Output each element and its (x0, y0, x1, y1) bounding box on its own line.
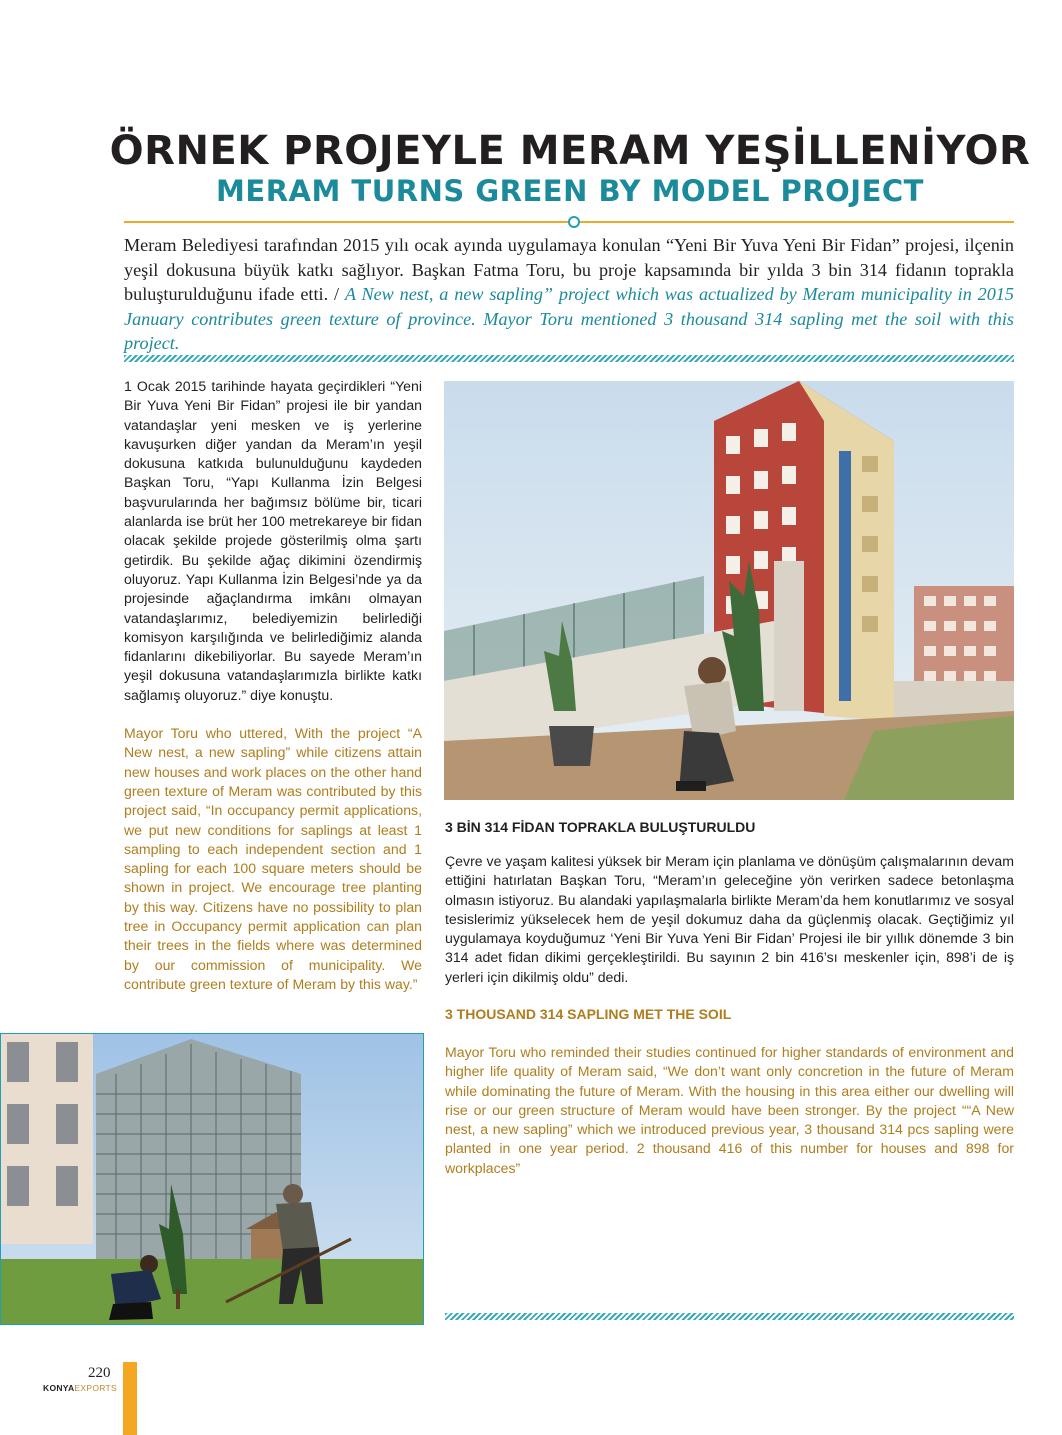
intro-hatch-divider (124, 355, 1014, 362)
brand-part-konya: KONYA (43, 1383, 75, 1393)
brand-part-exports: EXPORTS (74, 1383, 117, 1393)
bottom-hatch-divider (445, 1313, 1014, 1320)
page-number: 220 (88, 1365, 111, 1381)
page-title: ÖRNEK PROJEYLE MERAM YEŞİLLENİYOR (109, 128, 1031, 174)
intro-paragraph (124, 233, 1014, 356)
page-subtitle: MERAM TURNS GREEN BY MODEL PROJECT (216, 174, 924, 208)
intro-text-en: A New nest, a new sapling” project which was actualized by Meram municipality in 2015 January contributes green texture of province. Mayor Toru mentioned 3 thousand 314 sapling met the soil with this project. (124, 284, 1014, 353)
intro-text-tr: Meram Belediyesi tarafından 2015 yılı ocak ayında uygulamaya konulan “Yeni Bir Yuva Yeni Bir Fidan” projesi, ilçenin yeşil dokusuna büyük katkı sağlıyor. Başkan Fatma Toru, bu proje kapsamında bir yılda 3 bin 314 fidanın toprakla buluşturulduğunu ifade etti. (124, 235, 1014, 304)
section-heading-tr: 3 BİN 314 FİDAN TOPRAKLA BULUŞTURULDU (445, 819, 756, 835)
left-column-text-tr: 1 Ocak 2015 tarihinde hayata geçirdikleri “Yeni Bir Yuva Yeni Bir Fidan” projesi ile bir yandan vatandaşlar yeni mesken ve iş yerlerine kavuşurken diğer yandan da Meram’ın yeşil dokusuna katkıda bulunulduğunu kaydeden Başkan Toru, “Yapı Kullanma İzin Belgesi başvurularında her bağımsız bölüme bir, ticari alanlarda ise brüt her 100 metrekareye bir fidan olacak şekilde projede gösterilmiş olma şartı getirdik. Bu şekilde ağaç dikimini özendirmiş oluyoruz. Yapı Kullanma İzin Belgesi’nde ya da projesinde ağaçlandırma imkânı olmayan vatandaşlarımız, belediyemizin belirlediği komisyon karşılığında ve belirlediğimiz alanda fidanlarını dikebiliyorlar. Bu sayede Meram’ın yeşil dokusuna vatandaşlarımızla birlikte katkı sağlamış oluyoruz.” diye konuştu. (124, 378, 422, 703)
photo-apartments-planting-graphic (444, 381, 1014, 800)
photo-construction-planting (0, 1033, 424, 1325)
page-edge-tab (123, 1362, 137, 1435)
section-heading-en: 3 THOUSAND 314 SAPLING MET THE SOIL (445, 1006, 732, 1022)
title-rule-right (580, 221, 1014, 223)
left-column-text-en: Mayor Toru who uttered, With the project “A New nest, a new sapling” while citizens attain new houses and work places on the other hand green texture of Meram was contributed by this project said, “In occupancy permit applications, we put new conditions for saplings at least 1 sampling to each independent section and 1 sapling for each 100 square meters should be shown in project. We encourage tree planting by this way. Citizens have no possibility to plan tree in Occupancy permit application can plan their trees in the fields where was determined by our commission of municipality. We contribute green texture of Meram by this way.” (124, 725, 422, 992)
left-column (124, 377, 422, 1013)
title-rule-ornament (568, 216, 580, 228)
photo-construction-planting-graphic (1, 1034, 423, 1324)
intro-separator: / (328, 284, 345, 304)
photo-apartments-planting (444, 381, 1014, 800)
section-body-en: Mayor Toru who reminded their studies continued for higher standards of environment and higher life quality of Meram said, “We don’t want only concretion in the future of Meram while dominating the future of Meram. With the housing in this area either our dwelling will rise or our green structure of Meram would have been stronger. By the project ““A New nest, a new sapling” which we introduced previous year, 3 thousand 314 pcs sapling were planted in one year period. 2 thousand 416 of this number for houses and 898 for workplaces” (445, 1044, 1014, 1176)
publication-brand (43, 1383, 117, 1393)
title-rule-left (124, 221, 568, 223)
section-body-tr: Çevre ve yaşam kalitesi yüksek bir Meram için planlama ve dönüşüm çalışmalarının devam ettiğini hatırlatan Başkan Toru, “Meram’ın geleceğine yön verirken sadece betonlaşma olmasın istiyoruz. Bu alandaki yapılaşmalarla birlikte Meram’da hem konutlarımız ve sosyal tesislerimiz yükselecek hem de yeşil dokumuz daha da güçlenmiş olacak. Geçtiğimiz yıl uygulamaya koyduğumuz ‘Yeni Bir Yuva Yeni Bir Fidan’ Projesi ile bir yıllık dönemde 3 bin 314 adet fidan dikimi gerçekleştirildi. Bu sayının 2 bin 416’sı meskenler için, 898’i de iş yerleri için dikilmiş oldu” dedi. (445, 853, 1014, 985)
